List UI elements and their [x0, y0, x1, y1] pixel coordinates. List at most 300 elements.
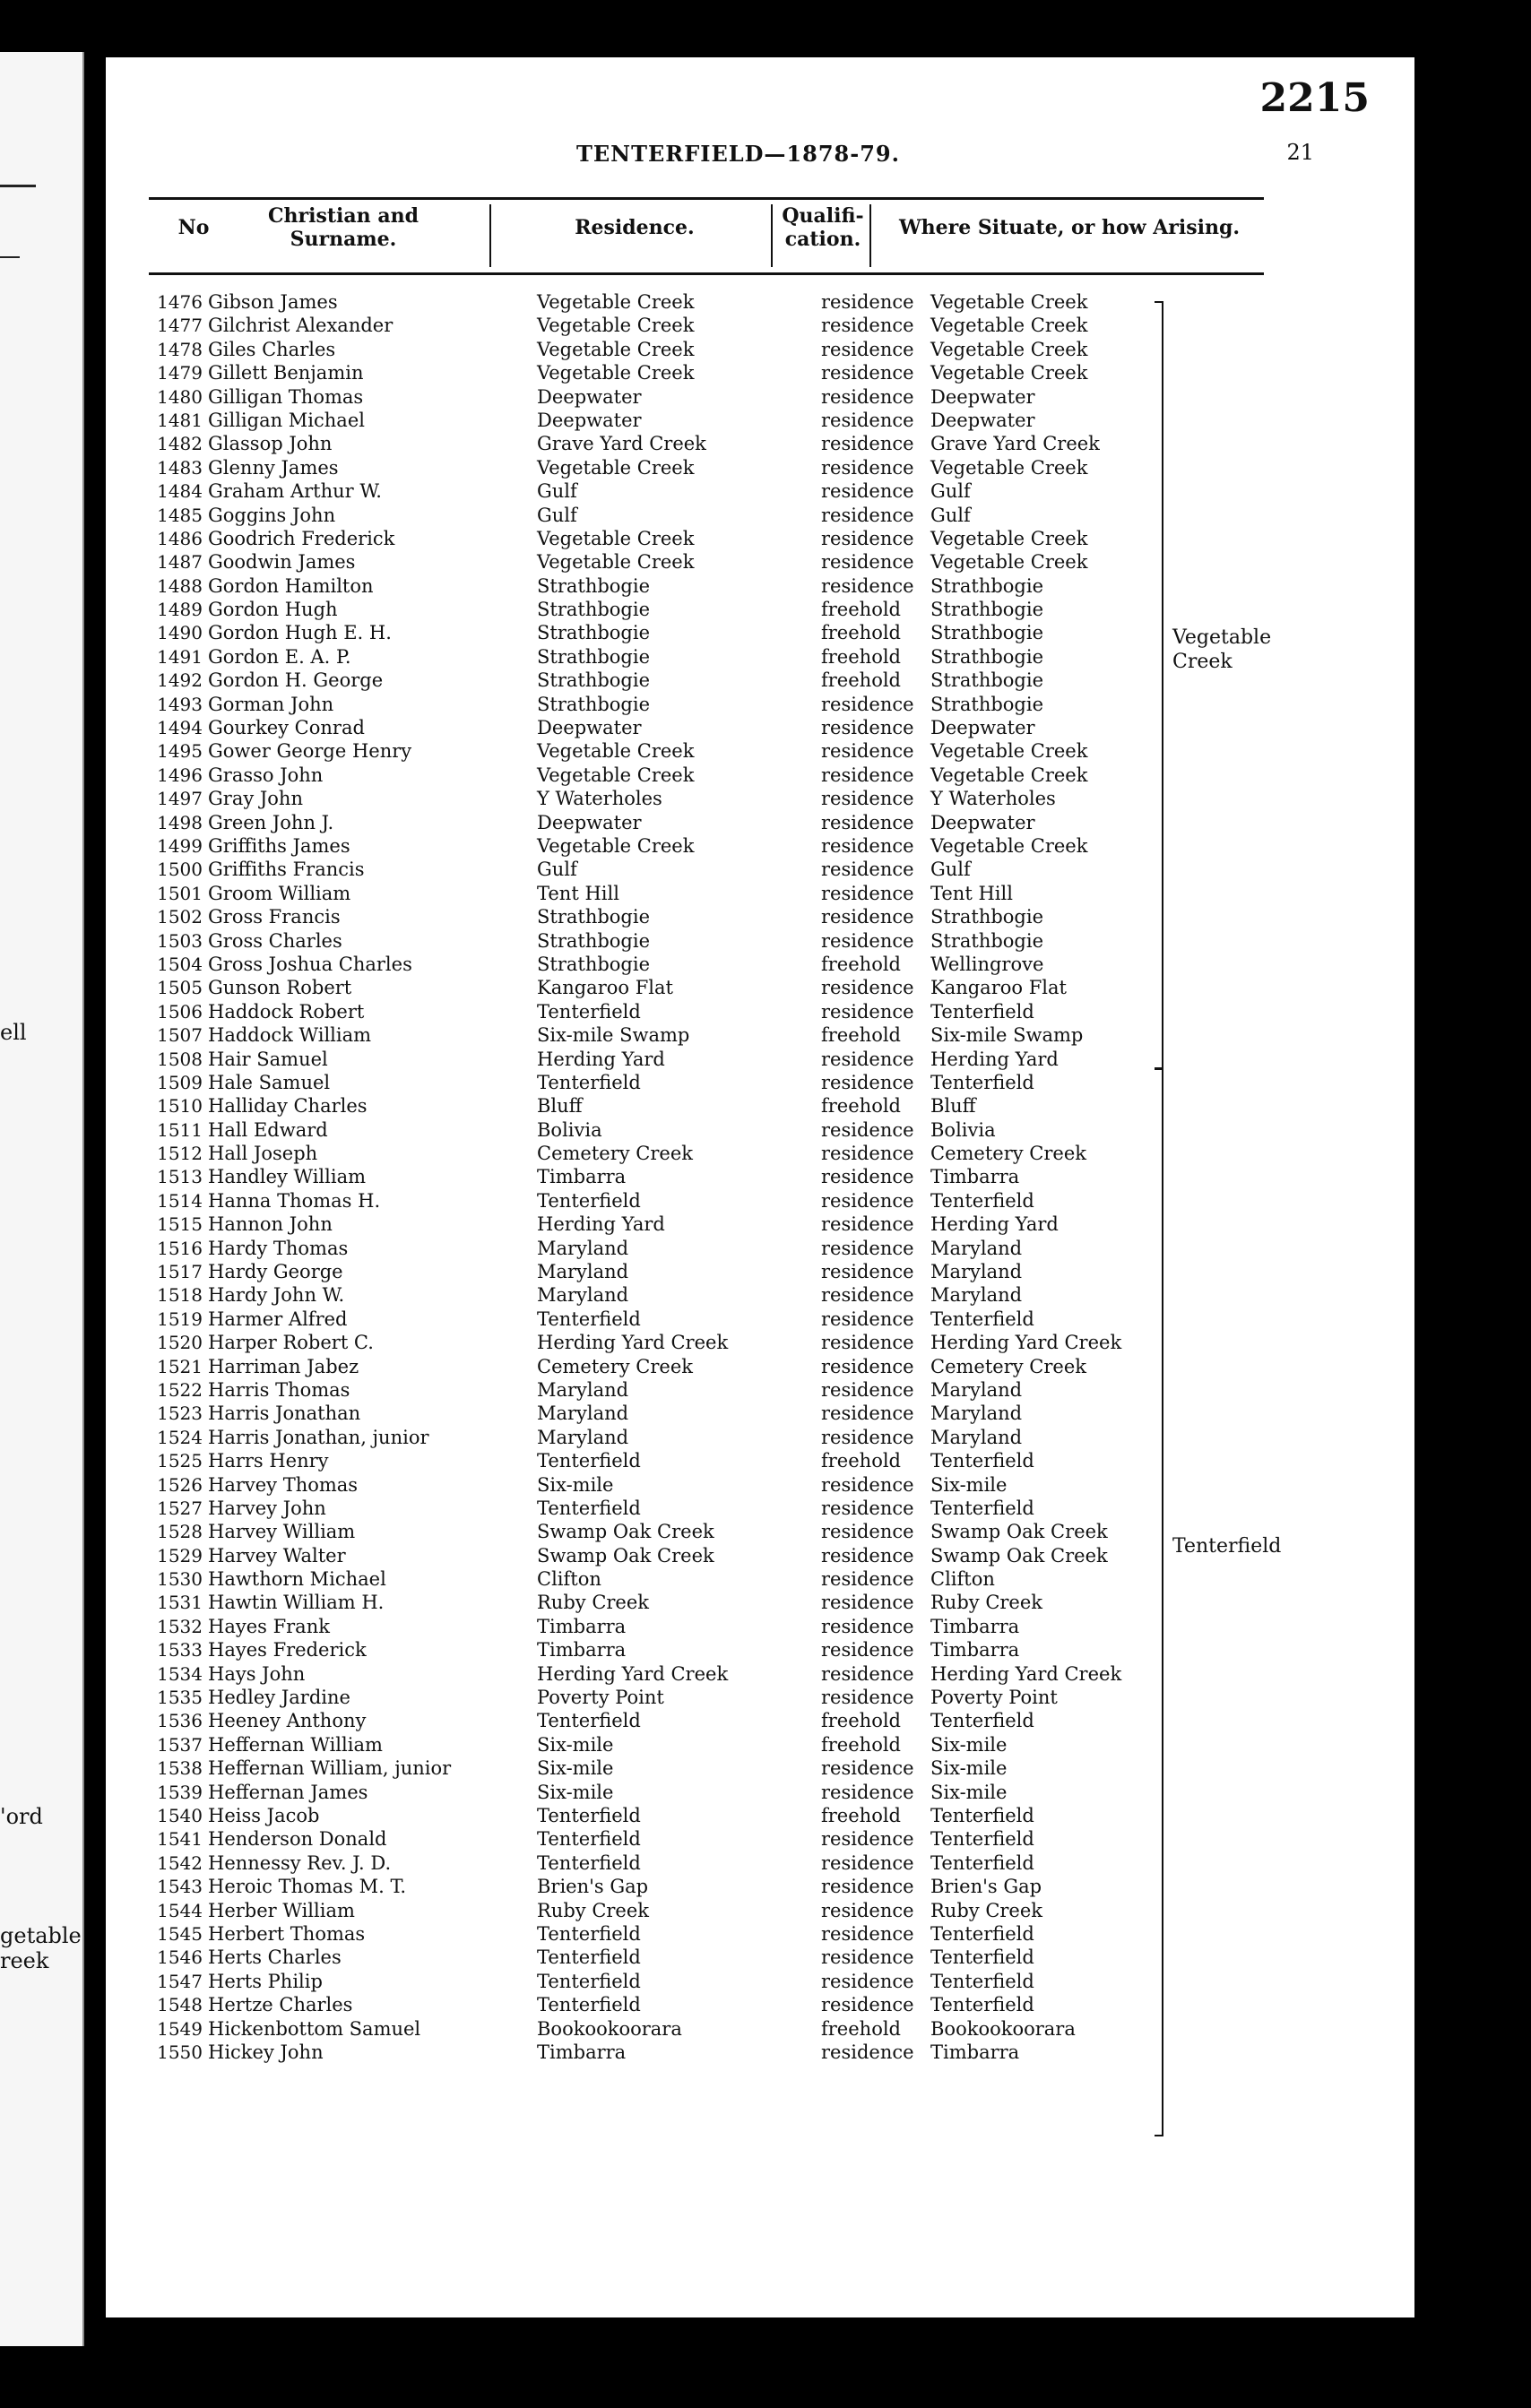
row-residence: Strathbogie [537, 645, 651, 668]
row-qualification: residence [821, 859, 914, 881]
table-row [149, 1142, 1260, 1165]
row-qualification: residence [821, 1189, 914, 1212]
row-residence: Cemetery Creek [537, 1355, 693, 1377]
row-residence: Cemetery Creek [537, 1143, 693, 1165]
row-residence: Vegetable Creek [537, 764, 695, 786]
row-name: Graham Arthur W. [208, 480, 382, 503]
row-where-situate: Ruby Creek [930, 1592, 1043, 1614]
row-name: Harris Jonathan, junior [208, 1426, 429, 1448]
facing-page-fragment: reek [0, 1948, 49, 1973]
row-qualification: residence [821, 409, 914, 431]
row-qualification: freehold [821, 622, 901, 644]
row-name: Harvey Walter [208, 1544, 346, 1566]
row-where-situate: Strathbogie [930, 693, 1044, 715]
row-qualification: freehold [821, 1733, 901, 1756]
row-qualification: residence [821, 1592, 914, 1614]
row-qualification: residence [821, 834, 914, 857]
row-where-situate: Vegetable Creek [930, 315, 1088, 337]
row-qualification: freehold [821, 953, 901, 975]
row-qualification: residence [821, 1071, 914, 1093]
row-number: 1488 [157, 574, 203, 597]
row-name: Herts Philip [208, 1970, 323, 1992]
row-number: 1515 [157, 1213, 203, 1236]
row-qualification: residence [821, 1615, 914, 1637]
row-where-situate: Timbarra [930, 1615, 1020, 1637]
row-residence: Six-mile [537, 1473, 614, 1496]
row-qualification: residence [821, 362, 914, 384]
row-name: Gilligan Michael [208, 409, 365, 431]
row-where-situate: Swamp Oak Creek [930, 1544, 1108, 1566]
row-name: Gross Francis [208, 906, 341, 928]
table-row [149, 739, 1260, 763]
table-row [149, 1615, 1260, 1638]
table-row [149, 479, 1260, 503]
row-name: Gordon Hamilton [208, 574, 374, 597]
table-row [149, 1118, 1260, 1142]
facing-page-rule [0, 185, 36, 187]
row-where-situate: Timbarra [930, 1166, 1020, 1188]
table-row [149, 1094, 1260, 1118]
row-qualification: residence [821, 504, 914, 526]
row-residence: Tenterfield [537, 1450, 641, 1472]
row-number: 1534 [157, 1662, 203, 1685]
row-number: 1510 [157, 1095, 203, 1118]
row-name: Halliday Charles [208, 1095, 368, 1118]
column-header-qualification: Qualifi- cation. [782, 203, 864, 251]
row-where-situate: Ruby Creek [930, 1899, 1043, 1921]
row-qualification: residence [821, 764, 914, 786]
row-where-situate: Tenterfield [930, 1308, 1034, 1330]
row-number: 1542 [157, 1851, 203, 1874]
row-residence: Maryland [537, 1426, 629, 1448]
row-name: Hanna Thomas H. [208, 1189, 381, 1212]
row-residence: Maryland [537, 1237, 629, 1259]
row-qualification: residence [821, 882, 914, 904]
row-where-situate: Vegetable Creek [930, 456, 1088, 479]
table-row [149, 1213, 1260, 1236]
row-number: 1481 [157, 409, 203, 431]
row-residence: Ruby Creek [537, 1592, 650, 1614]
row-number: 1520 [157, 1332, 203, 1354]
row-where-situate: Gulf [930, 480, 971, 503]
row-number: 1505 [157, 977, 203, 999]
row-where-situate: Deepwater [930, 811, 1035, 833]
row-residence: Herding Yard [537, 1048, 665, 1070]
row-qualification: residence [821, 811, 914, 833]
row-where-situate: Six-mile [930, 1473, 1008, 1496]
table-row [149, 432, 1260, 455]
row-residence: Tenterfield [537, 1805, 641, 1826]
column-header-no: No [177, 215, 210, 239]
row-where-situate: Vegetable Creek [930, 740, 1088, 763]
row-name: Goggins John [208, 504, 336, 526]
row-residence: Herding Yard Creek [537, 1332, 729, 1354]
row-name: Gross Charles [208, 929, 342, 952]
row-name: Hall Edward [208, 1118, 328, 1141]
table-row [149, 504, 1260, 527]
row-name: Harris Thomas [208, 1378, 350, 1401]
row-where-situate: Cemetery Creek [930, 1143, 1086, 1165]
row-residence: Vegetable Creek [537, 740, 695, 763]
row-qualification: residence [821, 1048, 914, 1070]
row-qualification: residence [821, 1261, 914, 1283]
row-where-situate: Grave Yard Creek [930, 433, 1100, 455]
table-row [149, 1023, 1260, 1047]
row-number: 1525 [157, 1450, 203, 1472]
row-where-situate: Timbarra [930, 2041, 1020, 2063]
row-residence: Maryland [537, 1284, 629, 1307]
row-qualification: residence [821, 1284, 914, 1307]
row-number: 1539 [157, 1781, 203, 1803]
row-where-situate: Strathbogie [930, 906, 1044, 928]
table-row [149, 1071, 1260, 1094]
row-where-situate: Strathbogie [930, 929, 1044, 952]
row-residence: Herding Yard [537, 1213, 665, 1236]
group-label-tenterfield: Tenterfield [1172, 1535, 1282, 1558]
row-name: Hayes Frank [208, 1615, 330, 1637]
table-row [149, 929, 1260, 953]
row-where-situate: Strathbogie [930, 574, 1044, 597]
row-name: Hall Joseph [208, 1143, 318, 1165]
row-number: 1548 [157, 1994, 203, 2016]
group-label-vegetable-creek: Vegetable Creek [1172, 626, 1272, 673]
row-residence: Six-mile [537, 1757, 614, 1780]
row-residence: Six-mile [537, 1781, 614, 1803]
row-number: 1529 [157, 1544, 203, 1566]
row-number: 1532 [157, 1615, 203, 1637]
row-where-situate: Swamp Oak Creek [930, 1521, 1108, 1543]
row-number: 1499 [157, 834, 203, 857]
table-row [149, 669, 1260, 692]
row-name: Heroic Thomas M. T. [208, 1876, 407, 1898]
row-qualification: residence [821, 929, 914, 952]
row-residence: Tent Hill [537, 882, 619, 904]
table-row [149, 882, 1260, 905]
row-where-situate: Bolivia [930, 1118, 996, 1141]
row-number: 1503 [157, 929, 203, 952]
table-row [149, 1827, 1260, 1851]
row-number: 1504 [157, 953, 203, 975]
row-where-situate: Brien's Gap [930, 1876, 1042, 1898]
row-qualification: residence [821, 1781, 914, 1803]
row-qualification: residence [821, 977, 914, 999]
row-qualification: residence [821, 1994, 914, 2016]
row-qualification: residence [821, 1473, 914, 1496]
row-qualification: residence [821, 551, 914, 574]
table-row [149, 905, 1260, 928]
row-qualification: residence [821, 433, 914, 455]
row-number: 1514 [157, 1189, 203, 1212]
table-row [149, 1237, 1260, 1260]
row-name: Glenny James [208, 456, 339, 479]
page-number: 2215 [1259, 75, 1370, 121]
row-residence: Gulf [537, 504, 577, 526]
row-where-situate: Deepwater [930, 385, 1035, 408]
row-residence: Deepwater [537, 409, 642, 431]
row-qualification: residence [821, 1970, 914, 1992]
page-title: TENTERFIELD—1878-79. [576, 141, 900, 167]
table-row [149, 527, 1260, 550]
row-residence: Vegetable Creek [537, 291, 695, 313]
row-number: 1530 [157, 1568, 203, 1591]
table-row [149, 361, 1260, 384]
row-qualification: residence [821, 1639, 914, 1661]
row-name: Hickenbottom Samuel [208, 2017, 421, 2040]
table-row [149, 314, 1260, 337]
row-residence: Tenterfield [537, 1970, 641, 1992]
row-qualification: residence [821, 1922, 914, 1945]
row-residence: Tenterfield [537, 1922, 641, 1945]
row-residence: Timbarra [537, 1639, 627, 1661]
row-name: Haddock Robert [208, 1000, 365, 1023]
column-header-residence: Residence. [575, 215, 695, 239]
row-residence: Strathbogie [537, 622, 651, 644]
voter-list [149, 290, 1260, 2064]
row-where-situate: Vegetable Creek [930, 834, 1088, 857]
row-where-situate: Strathbogie [930, 645, 1044, 668]
row-number: 1508 [157, 1048, 203, 1070]
row-residence: Strathbogie [537, 693, 651, 715]
column-divider [869, 204, 871, 267]
row-name: Hedley Jardine [208, 1687, 350, 1709]
row-residence: Strathbogie [537, 599, 651, 621]
row-name: Herts Charles [208, 1946, 342, 1969]
row-name: Groom William [208, 882, 351, 904]
row-where-situate: Wellingrove [930, 953, 1044, 975]
row-number: 1486 [157, 527, 203, 549]
table-row [149, 1378, 1260, 1402]
row-number: 1546 [157, 1946, 203, 1969]
row-where-situate: Six-mile [930, 1781, 1008, 1803]
row-where-situate: Vegetable Creek [930, 764, 1088, 786]
row-number: 1477 [157, 315, 203, 337]
row-where-situate: Y Waterholes [930, 788, 1056, 810]
row-number: 1526 [157, 1473, 203, 1496]
row-name: Gross Joshua Charles [208, 953, 412, 975]
row-where-situate: Herding Yard Creek [930, 1332, 1122, 1354]
row-qualification: residence [821, 315, 914, 337]
row-where-situate: Tenterfield [930, 1450, 1034, 1472]
row-where-situate: Tenterfield [930, 1851, 1034, 1874]
row-qualification: residence [821, 1828, 914, 1851]
table-row [149, 1756, 1260, 1780]
row-qualification: residence [821, 291, 914, 313]
row-number: 1513 [157, 1166, 203, 1188]
row-where-situate: Maryland [930, 1284, 1023, 1307]
row-number: 1544 [157, 1899, 203, 1921]
row-residence: Tenterfield [537, 1710, 641, 1732]
leaf-number: 21 [1286, 140, 1314, 165]
row-number: 1496 [157, 764, 203, 786]
table-row [149, 1662, 1260, 1686]
row-residence: Grave Yard Creek [537, 433, 706, 455]
table-row [149, 1497, 1260, 1520]
row-number: 1502 [157, 906, 203, 928]
facing-page-fragment: getable [0, 1923, 82, 1948]
row-residence: Deepwater [537, 385, 642, 408]
row-number: 1524 [157, 1426, 203, 1448]
row-qualification: residence [821, 1851, 914, 1874]
table-row [149, 1781, 1260, 1804]
row-residence: Strathbogie [537, 574, 651, 597]
row-name: Heffernan William, junior [208, 1757, 452, 1780]
row-name: Gordon E. A. P. [208, 645, 351, 668]
row-name: Hertze Charles [208, 1994, 353, 2016]
row-name: Hickey John [208, 2041, 324, 2063]
table-row [149, 621, 1260, 644]
row-residence: Bookookoorara [537, 2017, 682, 2040]
row-qualification: residence [821, 1403, 914, 1425]
row-number: 1543 [157, 1876, 203, 1898]
row-residence: Vegetable Creek [537, 338, 695, 360]
facing-page-fragment: 'ord [0, 1804, 43, 1829]
row-name: Heiss Jacob [208, 1805, 320, 1826]
row-name: Hardy Thomas [208, 1237, 349, 1259]
row-residence: Poverty Point [537, 1687, 664, 1709]
table-row [149, 834, 1260, 858]
row-name: Harrs Henry [208, 1450, 329, 1472]
row-residence: Six-mile Swamp [537, 1024, 690, 1047]
group-bracket-tenterfield [1155, 1068, 1163, 2136]
row-name: Herbert Thomas [208, 1922, 366, 1945]
row-qualification: residence [821, 1118, 914, 1141]
row-where-situate: Cemetery Creek [930, 1355, 1086, 1377]
facing-page-edge [0, 52, 84, 2346]
table-row [149, 1709, 1260, 1732]
row-residence: Tenterfield [537, 1071, 641, 1093]
row-where-situate: Tent Hill [930, 882, 1013, 904]
row-where-situate: Tenterfield [930, 1000, 1034, 1023]
row-number: 1491 [157, 645, 203, 668]
row-number: 1523 [157, 1403, 203, 1425]
row-residence: Vegetable Creek [537, 527, 695, 549]
table-row [149, 1686, 1260, 1709]
row-name: Hays John [208, 1662, 306, 1685]
row-residence: Maryland [537, 1378, 629, 1401]
row-residence: Six-mile [537, 1733, 614, 1756]
row-qualification: freehold [821, 599, 901, 621]
table-row [149, 953, 1260, 976]
row-where-situate: Six-mile Swamp [930, 1024, 1084, 1047]
table-row [149, 409, 1260, 432]
row-qualification: residence [821, 1308, 914, 1330]
table-row [149, 1189, 1260, 1213]
row-where-situate: Deepwater [930, 717, 1035, 739]
row-qualification: residence [821, 480, 914, 503]
row-where-situate: Gulf [930, 504, 971, 526]
row-where-situate: Tenterfield [930, 1922, 1034, 1945]
row-residence: Tenterfield [537, 1000, 641, 1023]
row-number: 1480 [157, 385, 203, 408]
row-where-situate: Herding Yard Creek [930, 1662, 1122, 1685]
row-qualification: residence [821, 1544, 914, 1566]
table-row [149, 456, 1260, 479]
row-number: 1487 [157, 551, 203, 574]
facing-page-fragment: ell [0, 1020, 27, 1045]
table-row [149, 1260, 1260, 1283]
row-name: Hardy John W. [208, 1284, 345, 1307]
row-number: 1485 [157, 504, 203, 526]
row-number: 1527 [157, 1497, 203, 1519]
row-where-situate: Tenterfield [930, 1189, 1034, 1212]
row-number: 1506 [157, 1000, 203, 1023]
row-residence: Swamp Oak Creek [537, 1544, 714, 1566]
table-row [149, 764, 1260, 787]
row-number: 1483 [157, 456, 203, 479]
row-name: Glassop John [208, 433, 333, 455]
row-residence: Tenterfield [537, 1308, 641, 1330]
table-row [149, 787, 1260, 810]
row-name: Hale Samuel [208, 1071, 331, 1093]
row-where-situate: Vegetable Creek [930, 291, 1088, 313]
table-row [149, 1308, 1260, 1331]
row-where-situate: Bookookoorara [930, 2017, 1076, 2040]
row-number: 1547 [157, 1970, 203, 1992]
row-residence: Swamp Oak Creek [537, 1521, 714, 1543]
row-qualification: residence [821, 1899, 914, 1921]
row-where-situate: Kangaroo Flat [930, 977, 1067, 999]
row-number: 1492 [157, 669, 203, 692]
row-where-situate: Gulf [930, 859, 971, 881]
row-residence: Tenterfield [537, 1946, 641, 1969]
table-row [149, 645, 1260, 669]
row-name: Giles Charles [208, 338, 336, 360]
row-where-situate: Herding Yard [930, 1048, 1059, 1070]
row-residence: Deepwater [537, 717, 642, 739]
header-bottom-rule [149, 272, 1264, 275]
row-number: 1509 [157, 1071, 203, 1093]
row-qualification: residence [821, 1332, 914, 1354]
row-qualification: residence [821, 1521, 914, 1543]
row-qualification: residence [821, 1426, 914, 1448]
row-where-situate: Tenterfield [930, 1497, 1034, 1519]
row-where-situate: Vegetable Creek [930, 362, 1088, 384]
row-name: Green John J. [208, 811, 334, 833]
table-row [149, 1165, 1260, 1188]
table-row [149, 385, 1260, 409]
row-where-situate: Timbarra [930, 1639, 1020, 1661]
table-row [149, 550, 1260, 574]
row-qualification: residence [821, 527, 914, 549]
row-name: Hannon John [208, 1213, 333, 1236]
row-residence: Tenterfield [537, 1189, 641, 1212]
row-residence: Tenterfield [537, 1851, 641, 1874]
row-qualification: residence [821, 906, 914, 928]
row-where-situate: Six-mile [930, 1757, 1008, 1780]
row-name: Griffiths James [208, 834, 350, 857]
row-qualification: freehold [821, 669, 901, 692]
row-number: 1511 [157, 1118, 203, 1141]
row-where-situate: Maryland [930, 1261, 1023, 1283]
row-qualification: residence [821, 1000, 914, 1023]
row-where-situate: Strathbogie [930, 599, 1044, 621]
row-where-situate: Maryland [930, 1237, 1023, 1259]
row-name: Hawtin William H. [208, 1592, 385, 1614]
row-residence: Vegetable Creek [537, 551, 695, 574]
row-residence: Tenterfield [537, 1497, 641, 1519]
row-name: Gilchrist Alexander [208, 315, 394, 337]
row-where-situate: Strathbogie [930, 669, 1044, 692]
table-row [149, 598, 1260, 621]
table-row [149, 1355, 1260, 1378]
row-name: Harvey Thomas [208, 1473, 359, 1496]
table-row [149, 693, 1260, 716]
row-qualification: residence [821, 338, 914, 360]
row-residence: Timbarra [537, 1166, 627, 1188]
row-number: 1550 [157, 2041, 203, 2063]
row-name: Gibson James [208, 291, 338, 313]
row-number: 1493 [157, 693, 203, 715]
